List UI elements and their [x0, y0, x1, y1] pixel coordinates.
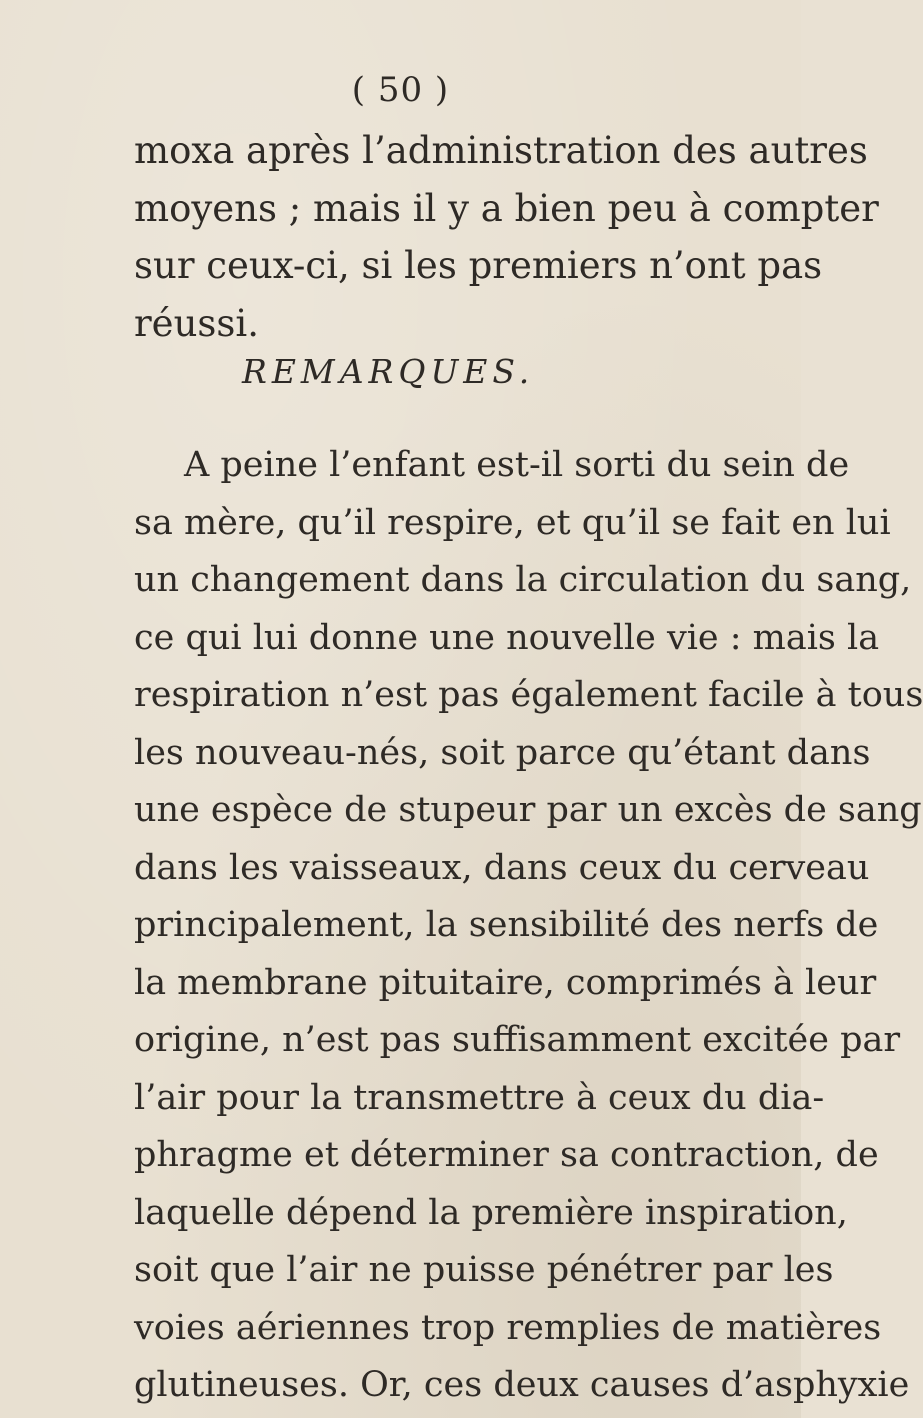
text-line: moxa après l’administration des autres [134, 129, 868, 172]
text-line: phragme et déterminer sa contraction, de [134, 1135, 879, 1175]
text-line: moyens ; mais il y a bien peu à compter [134, 186, 879, 230]
text-line: soit que l’air ne puisse pénétrer par les [134, 1250, 834, 1290]
text-line: sur ceux-ci, si les premiers n’ont pas [134, 244, 823, 287]
text-line: les nouveau-nés, soit parce qu’étant dans [134, 732, 871, 773]
text-line: voies aériennes trop remplies de matières [134, 1307, 882, 1348]
text-line: A peine l’enfant est-il sorti du sein de [184, 445, 850, 485]
text-line: réussi. [134, 301, 259, 345]
text-line: glutineuses. Or, ces deux causes d’asphyxie [134, 1365, 910, 1405]
text-line: sa mère, qu’il respire, et qu’il se fait en lui [134, 502, 891, 543]
text-line: l’air pour la transmettre à ceux du dia- [134, 1077, 825, 1118]
section-title: REMARQUES. [242, 352, 535, 391]
text-line: ce qui lui donne une nouvelle vie : mais la [134, 617, 880, 658]
page-number: ( 50 ) [351, 70, 450, 110]
text-line: laquelle dépend la première inspiration, [134, 1192, 848, 1233]
text-line: principalement, la sensibilité des nerfs de [134, 905, 879, 945]
text-line: un changement dans la circulation du sang, [134, 560, 912, 600]
opening-paragraph [134, 122, 879, 352]
text-line: dans les vaisseaux, dans ceux du cerveau [134, 847, 870, 888]
text-line: une espèce de stupeur par un excès de sang [134, 790, 922, 830]
remarks-paragraph [134, 436, 923, 1414]
text-line: respiration n’est pas également facile à tous [134, 675, 923, 715]
text-line: origine, n’est pas suffisamment excitée par [134, 1020, 901, 1060]
text-line: la membrane pituitaire, comprimés à leur [134, 962, 877, 1003]
